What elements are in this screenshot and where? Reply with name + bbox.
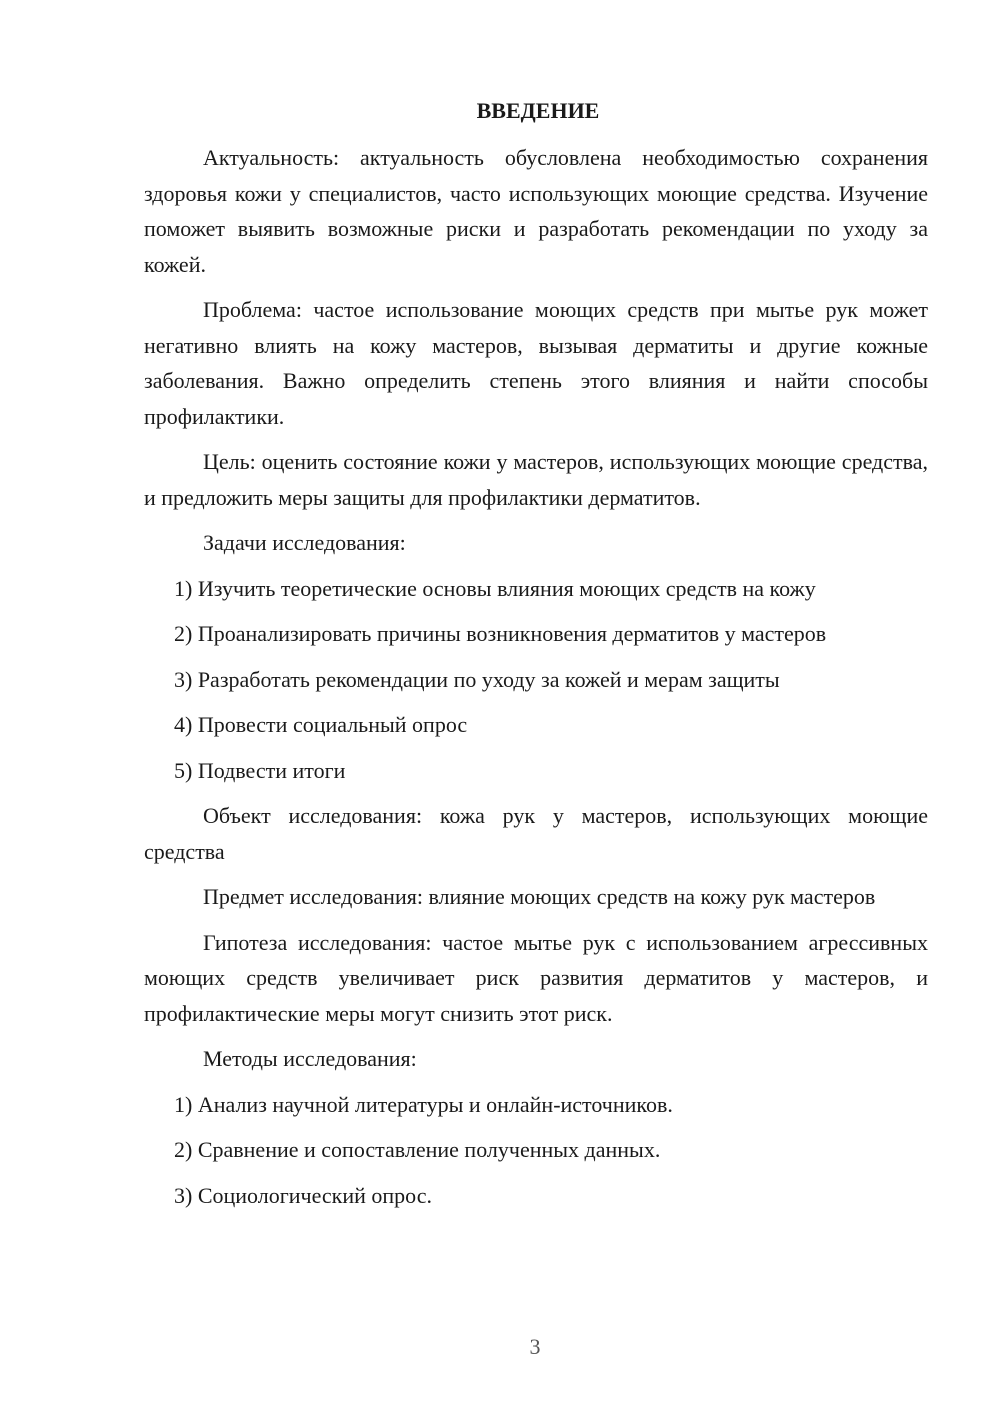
method-item: 2) Сравнение и сопоставление полученных данных.	[174, 1137, 661, 1162]
section-title: ВВЕДЕНИЕ	[476, 98, 600, 123]
method-item: 3) Социологический опрос.	[174, 1182, 432, 1208]
task-item: 1) Изучить теоретические основы влияния моющих средств на кожу	[174, 575, 816, 601]
tasks-heading: Задачи исследования:	[203, 530, 406, 555]
task-item: 4) Провести социальный опрос	[174, 712, 468, 737]
task-item: 3) Разработать рекомендации по уходу за кожей и мерам защиты	[174, 666, 780, 692]
object-paragraph: Объект исследования: кожа рук у мастеров, использующих моющие средства	[144, 803, 928, 864]
task-item: 2) Проанализировать причины возникновения дерматитов у мастеров	[174, 621, 827, 646]
page-number: 3	[529, 1334, 541, 1359]
problem-paragraph: Проблема: частое использование моющих средств при мытье рук может негативно влиять на кожу мастеров, вызывая дерматиты и другие кожные заболевания. Важно определить степень этого влияния и найти способы профилактики.	[144, 297, 928, 429]
methods-heading: Методы исследования:	[203, 1046, 417, 1071]
subject-paragraph: Предмет исследования: влияние моющих средств на кожу рук мастеров	[203, 884, 876, 909]
tasks-list	[144, 571, 928, 788]
relevance-paragraph: Актуальность: актуальность обусловлена необходимостью сохранения здоровья кожи у специалистов, часто использующих моющие средства. Изучение поможет выявить возможные риски и разработать рекомендации по уходу за кожей.	[144, 145, 928, 277]
method-item: 1) Анализ научной литературы и онлайн-источников.	[174, 1091, 673, 1117]
hypothesis-paragraph: Гипотеза исследования: частое мытье рук с использованием агрессивных моющих средств увеличивает риск развития дерматитов у мастеров, и профилактические меры могут снизить этот риск.	[144, 929, 928, 1026]
task-item: 5) Подвести итоги	[174, 757, 346, 783]
document-page	[144, 94, 928, 1223]
goal-paragraph: Цель: оценить состояние кожи у мастеров, использующих моющие средства, и предложить меры защиты для профилактики дерматитов.	[144, 449, 928, 510]
methods-list	[144, 1087, 928, 1213]
